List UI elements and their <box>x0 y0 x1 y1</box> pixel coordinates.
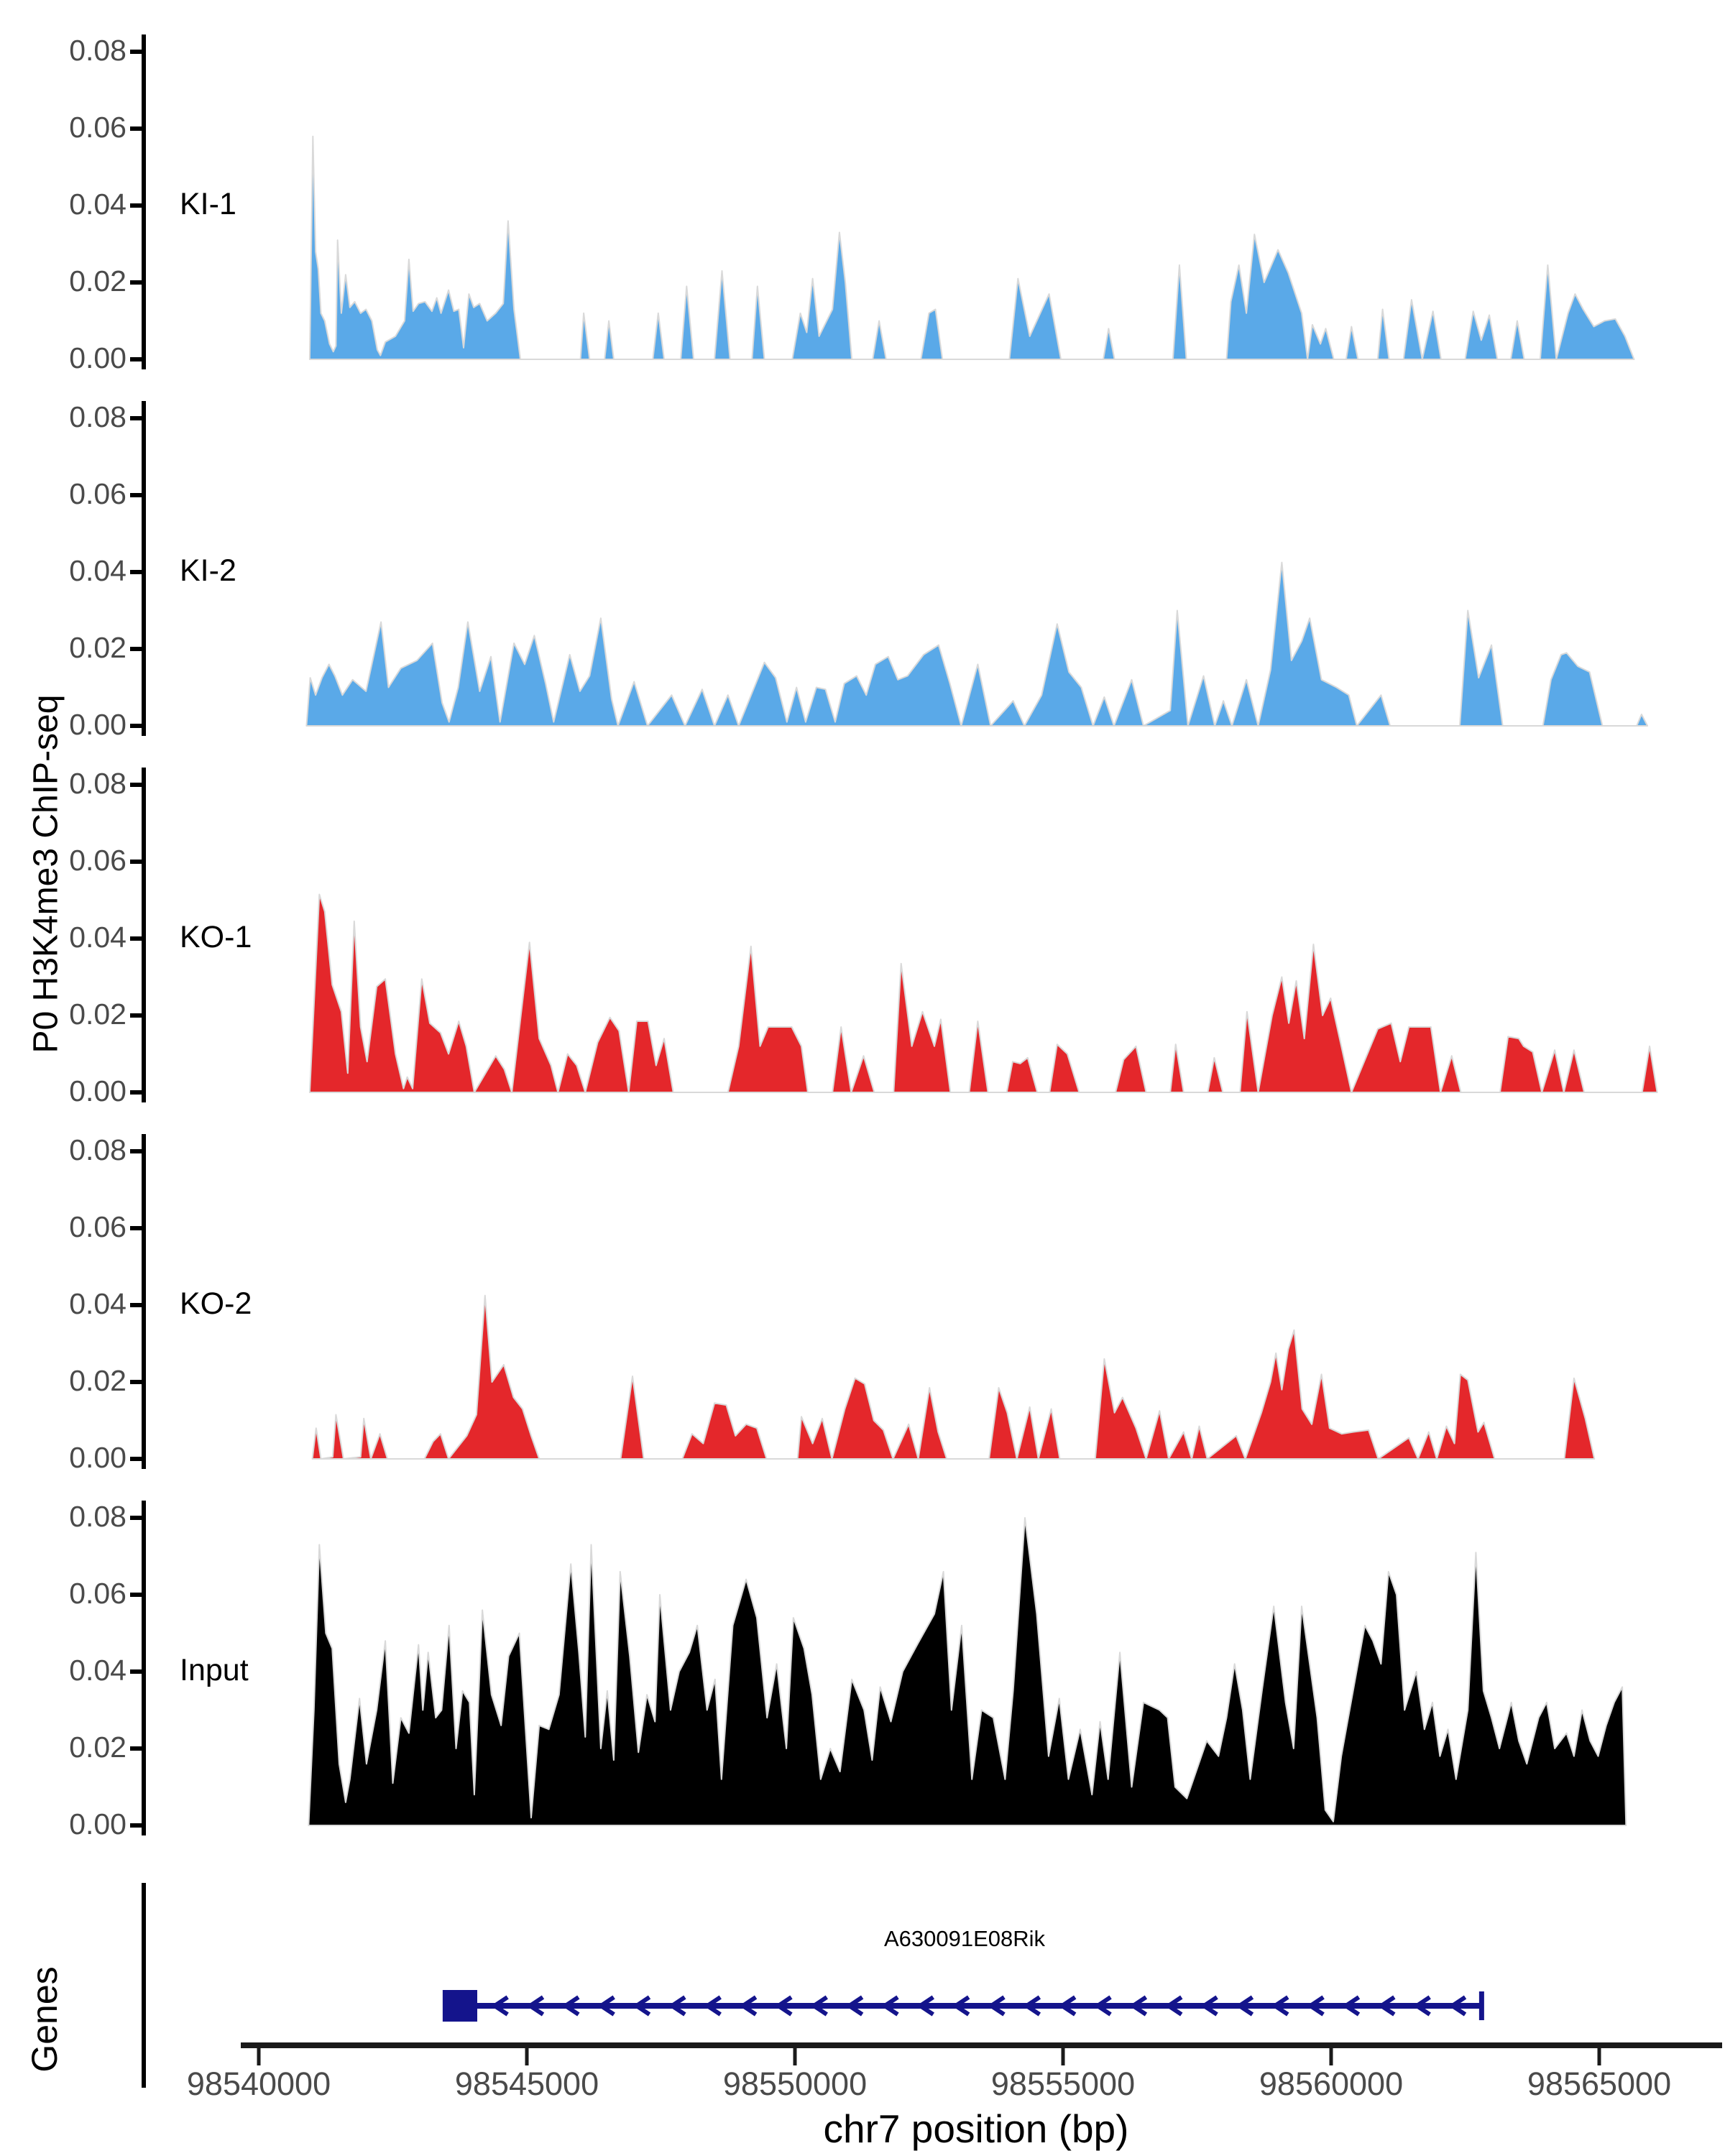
x-tick-label: 98540000 <box>186 2065 331 2102</box>
input-y-tick-label: 0.04 <box>69 1654 126 1687</box>
input-y-tick <box>130 1746 144 1751</box>
ko-1-y-axis-line <box>142 768 146 1102</box>
ki-2-y-tick <box>130 570 144 574</box>
input-signal-area <box>308 1518 1626 1825</box>
genome-ruler-tick <box>257 2048 261 2065</box>
y-axis-title: P0 H3K4me3 ChIP-seq <box>27 694 65 1054</box>
ko-2-y-tick-label: 0.00 <box>69 1441 126 1474</box>
ki-2-y-tick <box>130 416 144 420</box>
ko-1-y-tick <box>130 1013 144 1018</box>
ki-2-y-axis-line <box>142 401 146 736</box>
ki-1-y-tick-label: 0.06 <box>69 111 126 144</box>
ko-2-y-tick-label: 0.04 <box>69 1287 126 1320</box>
input-y-tick-label: 0.08 <box>69 1500 126 1533</box>
ki-2-signal-area <box>306 563 1647 726</box>
ko-1-y-tick-label: 0.02 <box>69 998 126 1031</box>
track-label-ko-2: KO-2 <box>180 1286 252 1321</box>
ki-1-y-tick <box>130 50 144 54</box>
track-label-ki-2: KI-2 <box>180 553 236 588</box>
input-y-tick <box>130 1516 144 1520</box>
ko-1-y-tick <box>130 783 144 787</box>
gene-exon-box <box>443 1990 477 2022</box>
ko-2-y-tick-label: 0.08 <box>69 1133 126 1166</box>
ki-1-signal-area <box>310 137 1634 359</box>
ko-2-y-tick-label: 0.02 <box>69 1364 126 1397</box>
ko-2-y-tick <box>130 1380 144 1384</box>
x-tick-label: 98560000 <box>1259 2065 1404 2102</box>
ko-1-y-tick-label: 0.00 <box>69 1074 126 1107</box>
track-label-input: Input <box>180 1653 249 1687</box>
input-y-tick <box>130 1823 144 1828</box>
ko-1-signal-area <box>310 895 1657 1093</box>
gene-tss-bar <box>1479 1991 1484 2020</box>
ki-2-y-tick-label: 0.06 <box>69 477 126 510</box>
genome-ruler-tick <box>1598 2048 1601 2065</box>
track-label-ki-1: KI-1 <box>180 187 236 221</box>
ki-1-y-tick <box>130 203 144 208</box>
x-tick-label: 98550000 <box>722 2065 868 2102</box>
ki-1-y-tick-label: 0.02 <box>69 264 126 298</box>
track-label-ko-1: KO-1 <box>180 920 252 954</box>
gene-name-label: A630091E08Rik <box>883 1926 1046 1951</box>
input-y-tick-label: 0.00 <box>69 1807 126 1841</box>
ki-1-y-axis-line <box>142 34 146 369</box>
ko-1-y-tick-label: 0.04 <box>69 921 126 954</box>
ko-2-y-tick <box>130 1457 144 1461</box>
ki-1-y-tick-label: 0.08 <box>69 34 126 67</box>
ki-2-y-tick-label: 0.04 <box>69 554 126 587</box>
genome-ruler-tick <box>525 2048 529 2065</box>
ko-1-y-tick-label: 0.08 <box>69 767 126 800</box>
ko-1-y-tick <box>130 860 144 864</box>
x-axis-title: chr7 position (bp) <box>823 2106 1129 2151</box>
ko-2-y-tick <box>130 1226 144 1230</box>
input-y-tick-label: 0.02 <box>69 1731 126 1764</box>
input-y-axis-line <box>142 1501 146 1835</box>
ko-1-y-tick <box>130 1090 144 1095</box>
ko-2-y-tick <box>130 1149 144 1153</box>
x-tick-label: 98545000 <box>454 2065 599 2102</box>
ki-2-y-tick <box>130 647 144 651</box>
input-y-tick <box>130 1593 144 1597</box>
ko-2-y-tick <box>130 1303 144 1307</box>
ko-2-y-axis-line <box>142 1134 146 1469</box>
ko-1-y-tick <box>130 936 144 941</box>
input-y-tick-label: 0.06 <box>69 1577 126 1610</box>
ko-2-signal-area <box>313 1296 1595 1459</box>
ki-2-y-tick-label: 0.00 <box>69 708 126 741</box>
x-tick-label: 98555000 <box>990 2065 1136 2102</box>
ki-2-y-tick <box>130 724 144 728</box>
ki-1-y-tick <box>130 280 144 285</box>
ki-1-y-tick <box>130 357 144 361</box>
genome-ruler-tick <box>794 2048 797 2065</box>
ki-1-y-tick-label: 0.00 <box>69 341 126 374</box>
gene-intron-line <box>477 2003 1481 2009</box>
genome-ruler-line <box>241 2042 1722 2048</box>
ki-2-y-tick-label: 0.02 <box>69 631 126 664</box>
ko-2-y-tick-label: 0.06 <box>69 1210 126 1243</box>
ko-1-y-tick-label: 0.06 <box>69 844 126 877</box>
ki-1-y-tick-label: 0.04 <box>69 188 126 221</box>
genes-panel-title: Genes <box>24 1966 65 2073</box>
x-tick-label: 98565000 <box>1527 2065 1672 2102</box>
genome-ruler-tick <box>1330 2048 1333 2065</box>
ki-2-y-tick <box>130 493 144 497</box>
genes-y-axis-line <box>142 1883 146 2088</box>
input-y-tick <box>130 1669 144 1674</box>
ki-1-y-tick <box>130 126 144 131</box>
ki-2-y-tick-label: 0.08 <box>69 400 126 433</box>
genome-ruler-tick <box>1062 2048 1065 2065</box>
